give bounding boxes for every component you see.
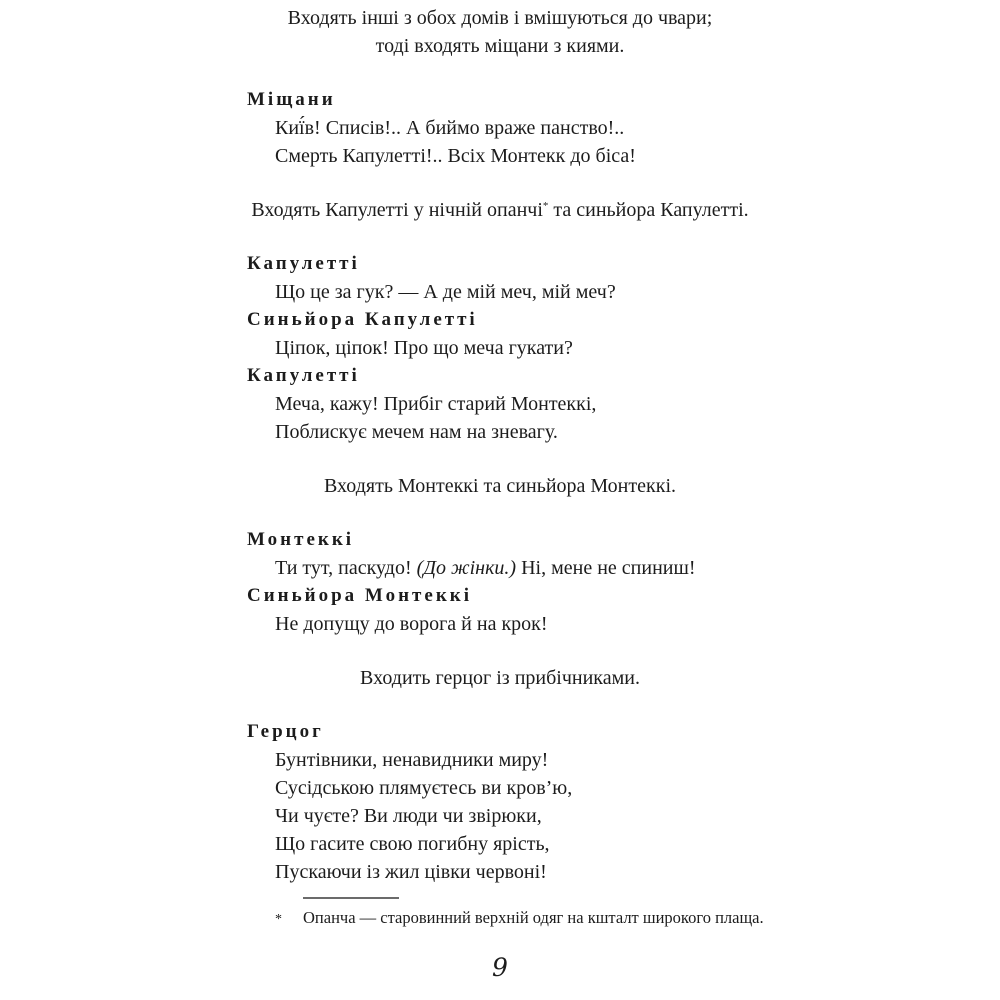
speaker-name: Синьйора Монтеккі: [247, 585, 472, 606]
speech-line: Чи чуєте? Ви люди чи звірюки,: [275, 805, 542, 827]
speech: [247, 582, 753, 638]
page-number: 9: [492, 953, 508, 982]
inline-stage-cue: (До жінки.): [416, 557, 517, 579]
speech: [247, 250, 753, 306]
speech-line: Що це за гук? — А де мій меч, мій меч?: [275, 281, 616, 303]
stage-direction-line: Входять Монтеккі та синьйора Монтеккі.: [323, 475, 676, 497]
stage-direction: [247, 4, 753, 60]
speech: [247, 86, 753, 170]
speech-line: Киї́в! Списів!.. А биймо враже панство!..: [275, 117, 625, 139]
speech: [247, 306, 753, 362]
speech: [247, 526, 753, 582]
speech: [247, 718, 753, 886]
stage-direction: [247, 472, 753, 500]
speech-line: Смерть Капулетті!.. Всіх Монтекк до біса!: [275, 145, 636, 167]
speech-group: [247, 718, 753, 886]
stage-direction-text: Входять Капулетті у нічній опанчі: [251, 199, 543, 221]
speech-text: Ти тут, паскудо!: [275, 557, 417, 579]
speech-line: Ціпок, ціпок! Про що меча гукати?: [275, 337, 573, 359]
speaker-name: Герцог: [247, 721, 324, 742]
speech-line: [247, 554, 753, 582]
speech-line: Поблискує мечем нам на зневагу.: [275, 421, 558, 443]
speaker-name: Монтеккі: [247, 529, 355, 550]
play-text-column: [247, 0, 753, 886]
speech-line: Сусідською плямуєтесь ви кров’ю,: [275, 777, 573, 799]
stage-direction: [247, 196, 753, 224]
footnote-text: Опанча — старовинний верхній одяг на кшталт широкого плаща.: [303, 908, 764, 927]
speaker-name: Капулетті: [247, 253, 360, 274]
footnote-marker: *: [275, 912, 282, 927]
footnote-divider: [303, 897, 399, 899]
stage-direction-line: Входять інші з обох домів і вмішуються до чвари;: [287, 7, 713, 29]
speech-group: [247, 86, 753, 170]
speech-line: Що гасите свою погибну ярість,: [275, 833, 550, 855]
speech-line: Пускаючи із жил цівки червоні!: [275, 861, 547, 883]
stage-direction-line: тоді входять міщани з киями.: [375, 35, 625, 57]
footnote: [275, 907, 764, 931]
speaker-name: Синьйора Капулетті: [247, 309, 478, 330]
stage-direction: [247, 664, 753, 692]
speech-group: [247, 526, 753, 638]
stage-direction-line: Входить герцог із прибічниками.: [360, 667, 640, 689]
speech-group: [247, 250, 753, 446]
speech-line: Бунтівники, ненавидники миру!: [275, 749, 549, 771]
speech-line: Не допущу до ворога й на крок!: [275, 613, 548, 635]
speaker-name: Міщани: [247, 89, 336, 110]
speech-text: Ні, мене не спиниш!: [516, 557, 696, 579]
speaker-name: Капулетті: [247, 365, 360, 386]
speech: [247, 362, 753, 446]
stage-direction-text: та синьйора Капулетті.: [548, 199, 749, 221]
footnote-marker: *: [542, 200, 549, 212]
stage-direction-line: [247, 196, 753, 224]
speech-line: Меча, кажу! Прибіг старий Монтеккі,: [275, 393, 597, 415]
